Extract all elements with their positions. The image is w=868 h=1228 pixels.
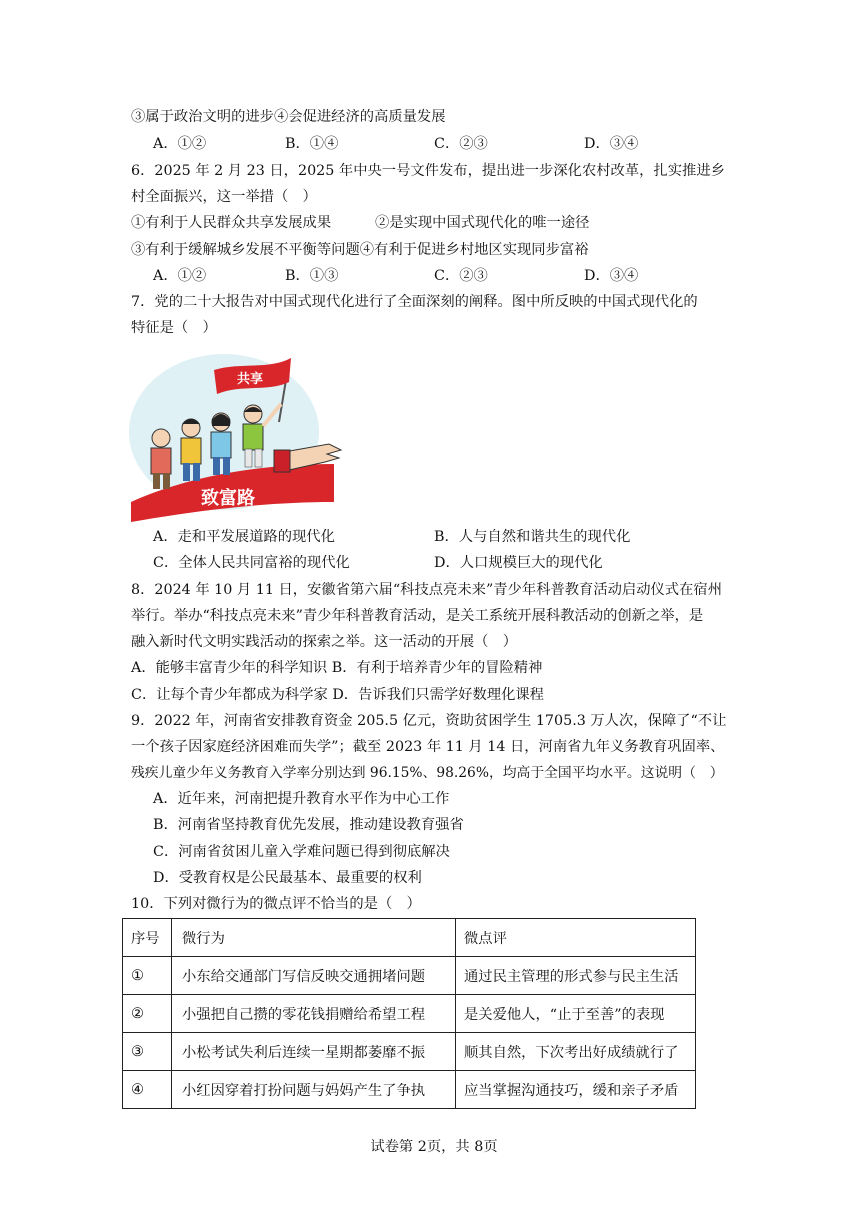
- q7-option-b: B．人与自然和谐共生的现代化: [434, 529, 631, 545]
- q9-stem-line2: 一个孩子因家庭经济困难而失学”；截至 2023 年 11 月 14 日，河南省九年义务教育巩固率、: [131, 739, 725, 755]
- q6-option-d: D．③④: [584, 268, 639, 284]
- q8-stem-line2: 举行。举办“科技点亮未来”青少年科普教育活动，是关工系统开展科教活动的创新之举，是: [131, 608, 704, 624]
- table-row: [123, 1071, 696, 1109]
- q7-illustration: [129, 352, 346, 522]
- q10-table: [122, 918, 696, 1109]
- table-cell: 通过民主管理的形式参与民主生活: [456, 957, 696, 995]
- table-cell: 小强把自己攒的零花钱捐赠给希望工程: [172, 995, 456, 1033]
- q6-statement-2: ②是实现中国式现代化的唯一途径: [375, 215, 590, 231]
- q7-option-d: D．人口规模巨大的现代化: [434, 555, 603, 571]
- shared-prosperity-cartoon: [129, 352, 346, 522]
- table-row: [123, 995, 696, 1033]
- table-cell: 小松考试失利后连续一星期都萎靡不振: [172, 1033, 456, 1071]
- q7-option-c: C．全体人民共同富裕的现代化: [153, 555, 350, 571]
- q5-option-a: A．①②: [153, 136, 207, 152]
- table-cell: ④: [123, 1071, 172, 1109]
- table-row: [123, 1033, 696, 1071]
- table-cell: 是关爱他人，“止于至善”的表现: [456, 995, 696, 1033]
- q9-option-d: D．受教育权是公民最基本、最重要的权利: [153, 870, 422, 886]
- table-cell: 应当掌握沟通技巧，缓和亲子矛盾: [456, 1071, 696, 1109]
- table-header-cell: 微点评: [456, 919, 696, 957]
- q8-stem-line3: 融入新时代文明实践活动的探索之举。这一活动的开展（ ）: [131, 634, 518, 650]
- q7-stem-line1: 7．党的二十大报告对中国式现代化进行了全面深刻的阐释。图中所反映的中国式现代化的: [131, 294, 698, 310]
- q7-option-a: A．走和平发展道路的现代化: [153, 529, 335, 545]
- q9-stem-line3: 残疾儿童少年义务教育入学率分别达到 96.15%、98.26%，均高于全国平均水平。这说明（ ）: [131, 765, 724, 781]
- table-header-cell: 序号: [123, 919, 172, 957]
- q6-option-b: B．①③: [285, 268, 339, 284]
- table-header-row: [123, 919, 696, 957]
- q5-option-d: D．③④: [584, 136, 639, 152]
- q6-statement-1: ①有利于人民群众共享发展成果: [131, 215, 332, 231]
- q6-option-a: A．①②: [153, 268, 207, 284]
- q6-option-c: C．②③: [434, 268, 488, 284]
- q8-options-line1: A．能够丰富青少年的科学知识 B．有利于培养青少年的冒险精神: [131, 660, 543, 676]
- q9-option-b: B．河南省坚持教育优先发展，推动建设教育强省: [153, 817, 464, 833]
- table-cell: 小红因穿着打扮问题与妈妈产生了争执: [172, 1071, 456, 1109]
- q9-stem-line1: 9．2022 年，河南省安排教育资金 205.5 亿元，资助贫困学生 1705.3 万人次，保障了“不让: [131, 713, 727, 729]
- q8-options-line2: C．让每个青少年都成为科学家 D．告诉我们只需学好数理化课程: [131, 687, 544, 703]
- table-cell: ②: [123, 995, 172, 1033]
- table-cell: 小东给交通部门写信反映交通拥堵问题: [172, 957, 456, 995]
- q6-stem-line2: 村全面振兴，这一举措（ ）: [131, 189, 317, 205]
- q9-option-c: C．河南省贫困儿童入学难问题已得到彻底解决: [153, 844, 450, 860]
- table-cell: ③: [123, 1033, 172, 1071]
- q6-stem-line1: 6．2025 年 2 月 23 日，2025 年中央一号文件发布，提出进一步深化农村改革，扎实推进乡: [131, 163, 725, 179]
- banner-text: 致富路: [201, 488, 255, 508]
- q8-stem-line1: 8．2024 年 10 月 11 日，安徽省第六届“科技点亮未来”青少年科普教育活动启动仪式在宿州: [131, 582, 722, 598]
- q10-stem: 10．下列对微行为的微点评不恰当的是（ ）: [131, 896, 421, 912]
- table-cell: 顺其自然，下次考出好成绩就行了: [456, 1033, 696, 1071]
- q5-option-b: B．①④: [285, 136, 339, 152]
- q5-option-c: C．②③: [434, 136, 488, 152]
- table-header-cell: 微行为: [172, 919, 456, 957]
- flag-text: 共享: [237, 371, 264, 386]
- q5-statement: ③属于政治文明的进步④会促进经济的高质量发展: [131, 109, 446, 125]
- page-footer: 试卷第 2页，共 8页: [370, 1139, 498, 1155]
- q9-option-a: A．近年来，河南把提升教育水平作为中心工作: [153, 791, 450, 807]
- table-row: [123, 957, 696, 995]
- q7-stem-line2: 特征是（ ）: [131, 320, 217, 336]
- q6-statement-3-4: ③有利于缓解城乡发展不平衡等问题④有利于促进乡村地区实现同步富裕: [131, 242, 589, 258]
- table-cell: ①: [123, 957, 172, 995]
